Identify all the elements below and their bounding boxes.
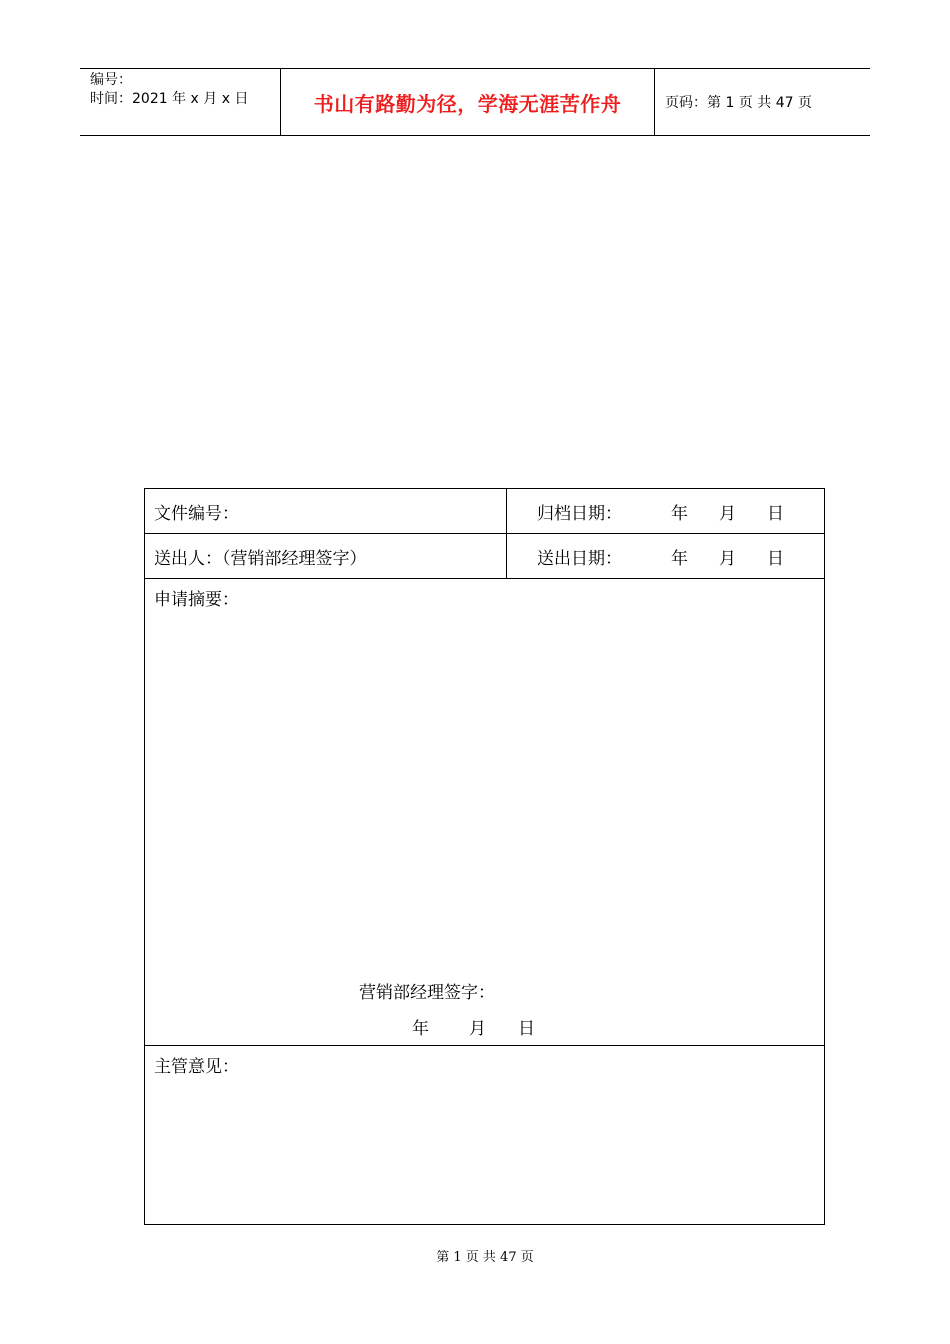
page-footer: 第 1 页 共 47 页 (436, 1250, 534, 1265)
document-time-label: 时间：2021 年 x 月 x 日 (90, 91, 249, 107)
signature-date-month: 月 (469, 1019, 486, 1039)
send-date-day: 日 (767, 548, 784, 569)
signature-date-year: 年 (412, 1019, 429, 1039)
document-number-label: 编号： (90, 72, 132, 88)
send-date-label: 送出日期： (537, 548, 622, 569)
send-date-cell[interactable] (507, 534, 824, 578)
document-number-cell[interactable] (145, 489, 507, 533)
form-row-document-number (145, 489, 824, 534)
archive-date-label: 归档日期： (537, 503, 622, 524)
archive-date-month: 月 (719, 503, 736, 524)
application-form-table (144, 488, 825, 1225)
sender-cell[interactable] (145, 534, 507, 578)
page-header (80, 68, 870, 136)
header-motto: 书山有路勤为径，学海无涯苦作舟 (281, 69, 655, 135)
header-page-info: 页码：第 1 页 共 47 页 (665, 95, 812, 111)
form-row-supervisor-opinion[interactable] (145, 1046, 824, 1224)
form-row-application-summary[interactable] (145, 579, 824, 1046)
archive-date-cell[interactable] (507, 489, 824, 533)
signature-date-day: 日 (518, 1019, 535, 1039)
form-row-sender (145, 534, 824, 579)
header-meta (80, 69, 281, 135)
send-date-month: 月 (719, 548, 736, 569)
manager-signature-label: 营销部经理签字： (359, 983, 495, 1003)
send-date-year: 年 (671, 548, 688, 569)
application-summary-label: 申请摘要： (154, 590, 239, 610)
supervisor-opinion-label: 主管意见： (154, 1057, 239, 1077)
archive-date-day: 日 (767, 503, 784, 524)
archive-date-year: 年 (671, 503, 688, 524)
document-number-label: 文件编号： (154, 503, 239, 524)
sender-label: 送出人：（营销部经理签字） (154, 548, 367, 569)
